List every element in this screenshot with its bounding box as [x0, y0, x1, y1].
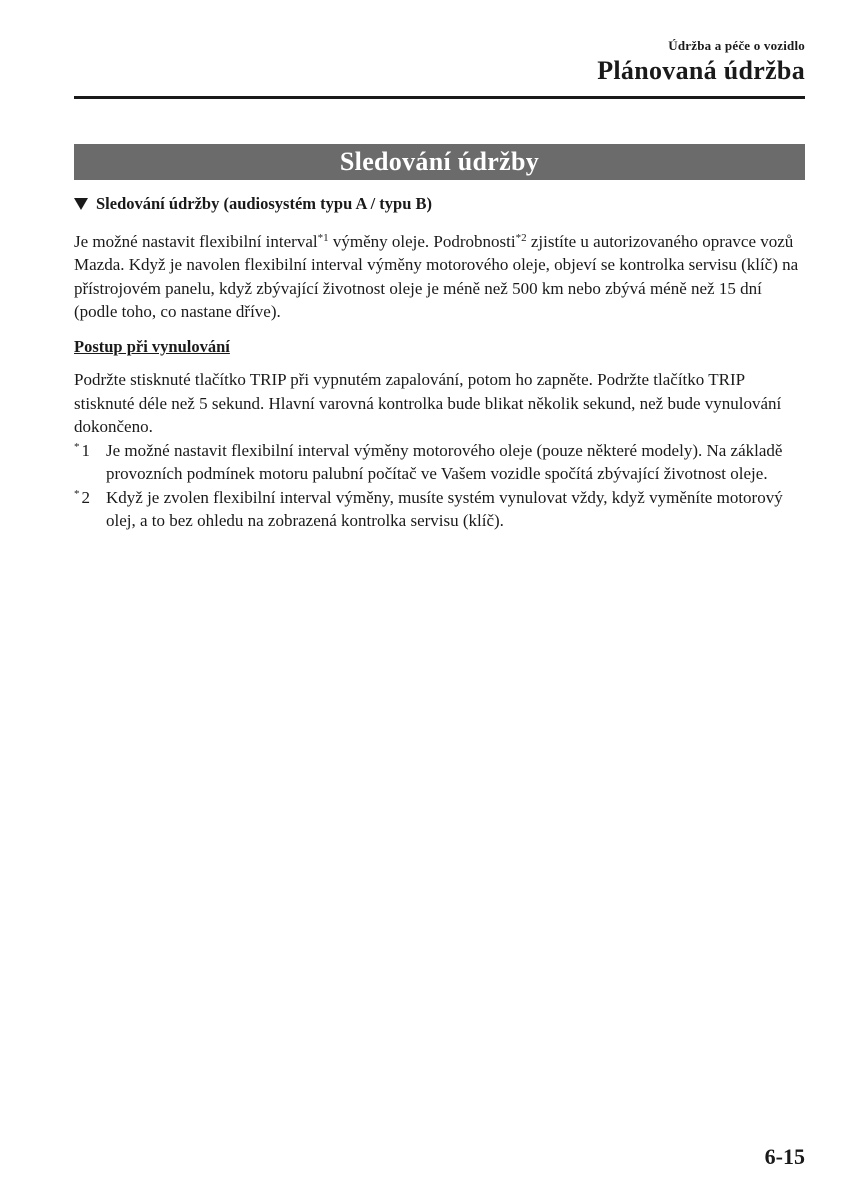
procedure-paragraph: Podržte stisknuté tlačítko TRIP při vypnutém zapalování, potom ho zapněte. Podržte tlačítko TRIP stisknuté déle než 5 sekund. Hlavní varovná kontrolka bude blikat několik sekund, než bude vynulování dokončeno.: [74, 370, 782, 436]
procedure-heading: Postup při vynulování: [74, 336, 230, 356]
footnote-text: Je možné nastavit flexibilní interval výměny motorového oleje (pouze některé modely). Na základě provozních podmínek motoru palubní počítač ve Vašem vozidle spočítá zbývající životnost oleje.: [106, 440, 783, 483]
page-content: [74, 192, 805, 533]
footnote-ref-2: *2: [515, 231, 527, 244]
footnote-number: 2: [81, 487, 90, 507]
footnote-ref-1: *1: [317, 231, 329, 244]
footnote-marker: [74, 439, 106, 486]
subheading-label: Sledování údržby (audiosystém typu A / typu B): [96, 194, 433, 213]
page-number: 6-15: [764, 1144, 805, 1169]
triangle-down-icon: [74, 198, 88, 210]
header-rule: [74, 96, 805, 99]
footnote-star: *: [74, 487, 80, 500]
footnote: [74, 439, 805, 486]
topic-banner-label: Sledování údržby: [339, 147, 540, 176]
intro-paragraph: [74, 230, 805, 324]
footnote-star: *: [74, 440, 80, 453]
section-title: Plánovaná údržba: [597, 56, 805, 85]
footnote-marker: [74, 486, 106, 533]
subheading: [74, 192, 805, 216]
chapter-title: Údržba a péče o vozidlo: [668, 38, 805, 53]
footnote: [74, 486, 805, 533]
intro-text-3: zjistíte u autorizovaného opravce vozů Mazda. Když je navolen flexibilní interval výměny motorového oleje, objeví se kontrolka servisu (klíč) na přístrojovém panelu, když zbývající životnost oleje je méně než 500 km nebo zbývá méně než 15 dní (podle toho, co nastane dříve).: [74, 231, 799, 321]
footnote-text: Když je zvolen flexibilní interval výměny, musíte systém vynulovat vždy, když vyměníte motorový olej, a to bez ohledu na zobrazená kontrolka servisu (klíč).: [106, 487, 783, 530]
intro-text-2: výměny oleje. Podrobnosti: [328, 231, 516, 251]
footnote-number: 1: [81, 440, 90, 460]
intro-text-1: Je možné nastavit flexibilní interval: [74, 231, 318, 251]
topic-banner: [74, 144, 805, 180]
